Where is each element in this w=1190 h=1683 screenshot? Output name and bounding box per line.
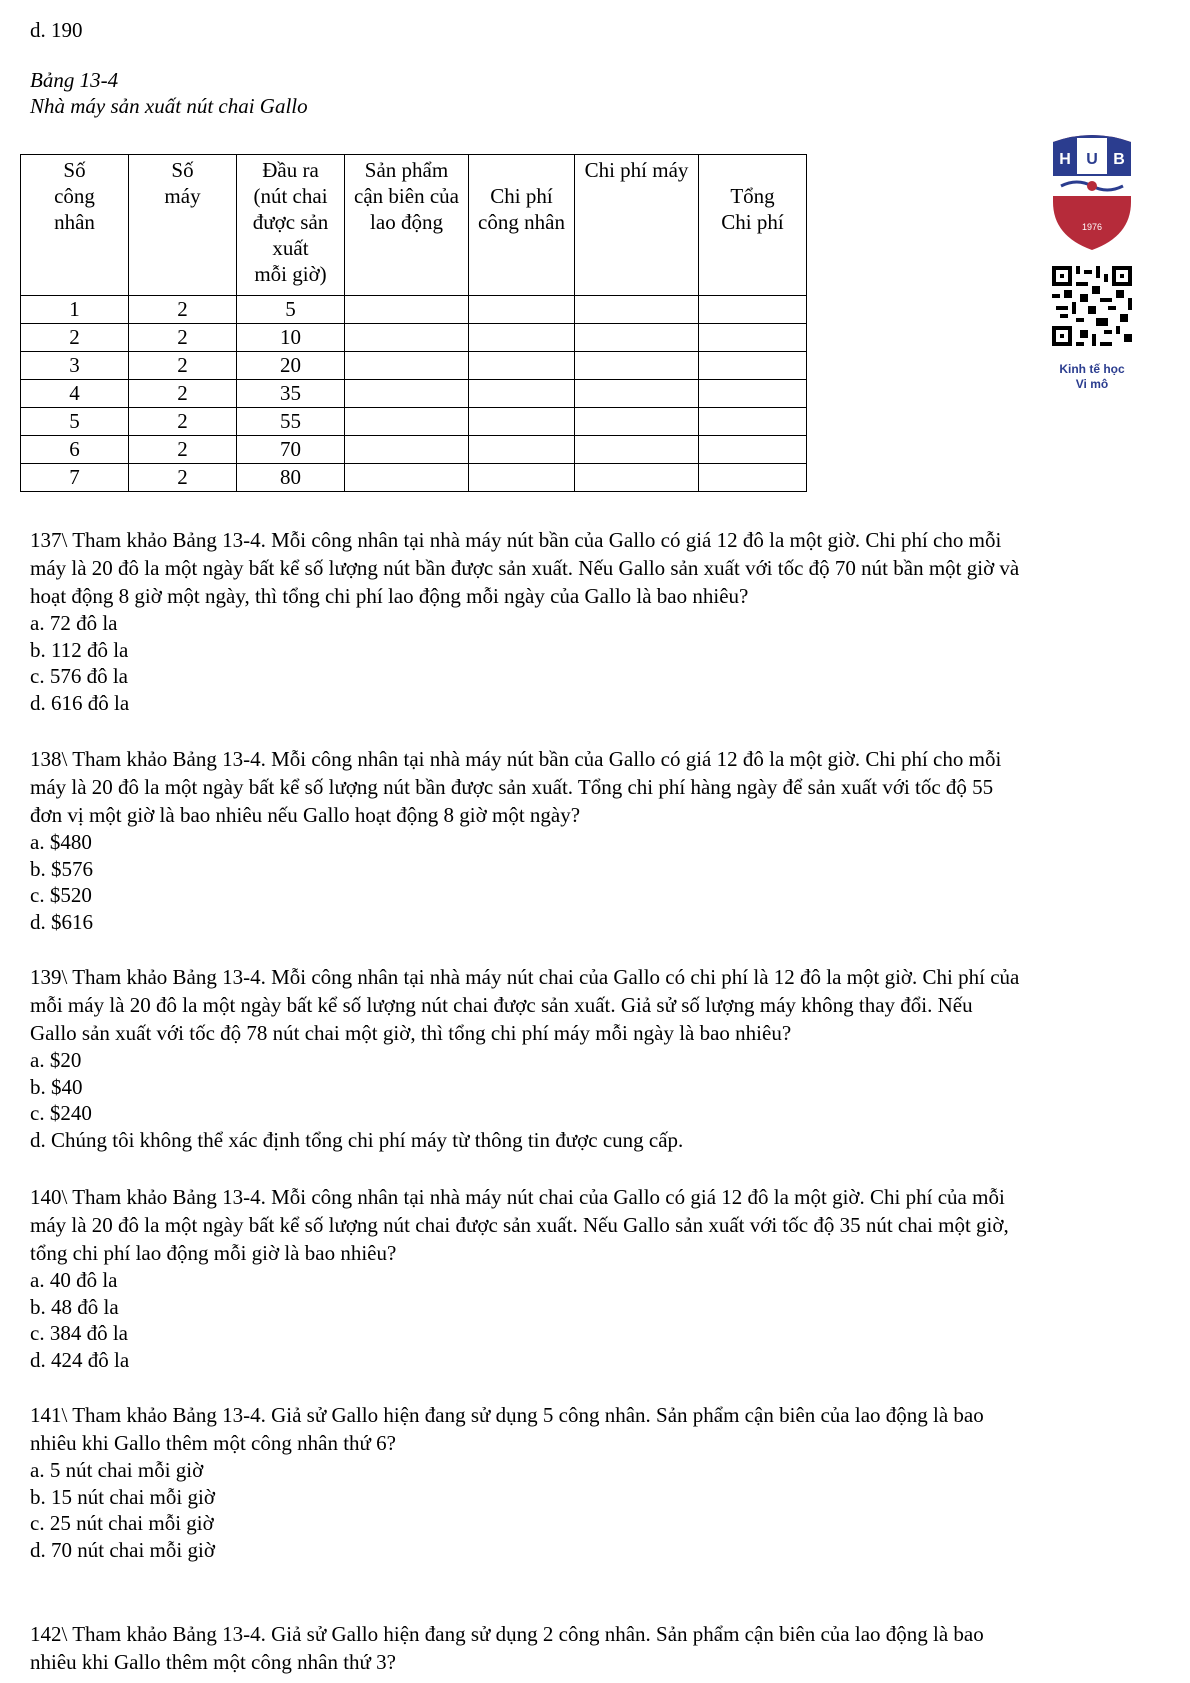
table-row bbox=[21, 380, 807, 408]
table-cell: 10 bbox=[237, 324, 345, 352]
answer-option[interactable]: d. 70 nút chai mỗi giờ bbox=[30, 1537, 215, 1562]
answer-option[interactable]: a. 5 nút chai mỗi giờ bbox=[30, 1458, 204, 1482]
table-cell bbox=[699, 324, 807, 352]
question-block bbox=[30, 745, 1180, 935]
answer-option[interactable]: a. $20 bbox=[30, 1048, 82, 1072]
question-block bbox=[30, 1183, 1180, 1373]
table-cell: 2 bbox=[129, 296, 237, 324]
table-cell bbox=[345, 464, 469, 492]
table-cell: 5 bbox=[21, 408, 129, 436]
logo-letter-u: U bbox=[1086, 151, 1098, 168]
answer-option[interactable]: a. 40 đô la bbox=[30, 1268, 118, 1292]
table-title: Bảng 13-4 bbox=[30, 68, 119, 92]
table-cell bbox=[699, 408, 807, 436]
qr-code-icon bbox=[1052, 266, 1132, 346]
question-block bbox=[30, 1620, 1180, 1676]
question-text-line: đơn vị một giờ là bao nhiêu nếu Gallo hoạt động 8 giờ một ngày? bbox=[30, 803, 581, 827]
table-cell bbox=[575, 464, 699, 492]
table-cell bbox=[699, 296, 807, 324]
answer-option[interactable]: b. 15 nút chai mỗi giờ bbox=[30, 1484, 215, 1509]
answer-option[interactable]: b. $40 bbox=[30, 1074, 83, 1099]
table-cell: 80 bbox=[237, 464, 345, 492]
logo-year: 1976 bbox=[1081, 222, 1103, 232]
logo-caption-subject: Kinh tế học bbox=[1059, 362, 1125, 376]
question-text-line: 137\ Tham khảo Bảng 13-4. Mỗi công nhân tại nhà máy nút bần của Gallo có giá 12 đô la một giờ. Chi phí cho mỗi bbox=[30, 528, 1002, 552]
answer-option[interactable]: d. Chúng tôi không thể xác định tổng chi phí máy từ thông tin được cung cấp. bbox=[30, 1127, 684, 1152]
question-block bbox=[30, 526, 1180, 716]
question-text-line: mỗi máy là 20 đô la một ngày bất kể số lượng nút chai được sản xuất. Giả sử số lượng máy không thay đổi. Nếu bbox=[30, 993, 973, 1017]
table-cell: 2 bbox=[129, 352, 237, 380]
table-cell: 35 bbox=[237, 380, 345, 408]
table-cell: 3 bbox=[21, 352, 129, 380]
answer-option[interactable]: c. $520 bbox=[30, 883, 92, 907]
table-cell bbox=[699, 380, 807, 408]
previous-answer-option: d. 190 bbox=[30, 18, 83, 42]
answer-option[interactable]: c. 25 nút chai mỗi giờ bbox=[30, 1511, 214, 1535]
table-cell bbox=[469, 380, 575, 408]
table-cell bbox=[469, 408, 575, 436]
question-text-line: Gallo sản xuất với tốc độ 78 nút chai một giờ, thì tổng chi phí máy mỗi ngày là bao nhiêu? bbox=[30, 1021, 792, 1045]
answer-option[interactable]: b. 112 đô la bbox=[30, 637, 129, 662]
table-row bbox=[21, 324, 807, 352]
answer-option[interactable]: a. 72 đô la bbox=[30, 611, 118, 635]
table-cell bbox=[469, 296, 575, 324]
question-text-line: nhiêu khi Gallo thêm một công nhân thứ 3? bbox=[30, 1650, 396, 1674]
table-header-row bbox=[21, 155, 807, 296]
table-cell bbox=[345, 324, 469, 352]
table-cell: 55 bbox=[237, 408, 345, 436]
table-cell bbox=[345, 436, 469, 464]
question-text-line: 139\ Tham khảo Bảng 13-4. Mỗi công nhân tại nhà máy nút chai của Gallo có chi phí là 12 đô la một giờ. Chi phí của bbox=[30, 965, 1020, 989]
table-cell: 2 bbox=[129, 324, 237, 352]
table-cell: 6 bbox=[21, 436, 129, 464]
header-worker-cost: Chi phí công nhân bbox=[469, 155, 575, 296]
logo-letter-b: B bbox=[1113, 151, 1125, 168]
table-cell bbox=[575, 436, 699, 464]
table-cell: 2 bbox=[129, 464, 237, 492]
question-text-line: 140\ Tham khảo Bảng 13-4. Mỗi công nhân tại nhà máy nút chai của Gallo có giá 12 đô la một giờ. Chi phí của mỗi bbox=[30, 1185, 1005, 1209]
table-cell bbox=[575, 408, 699, 436]
table-cell: 20 bbox=[237, 352, 345, 380]
table-cell: 2 bbox=[129, 380, 237, 408]
hub-logo bbox=[1047, 132, 1137, 252]
table-cell bbox=[345, 352, 469, 380]
question-text-line: hoạt động 8 giờ một ngày, thì tổng chi phí lao động mỗi ngày của Gallo là bao nhiêu? bbox=[30, 584, 749, 608]
logo-caption-course: Vi mô bbox=[1075, 377, 1109, 391]
table-row bbox=[21, 464, 807, 492]
answer-option[interactable]: c. 384 đô la bbox=[30, 1321, 128, 1345]
answer-option[interactable]: d. $616 bbox=[30, 909, 93, 934]
gallo-cost-table bbox=[20, 154, 807, 492]
table-cell: 1 bbox=[21, 296, 129, 324]
table-cell: 5 bbox=[237, 296, 345, 324]
table-cell bbox=[699, 464, 807, 492]
question-text-line: máy là 20 đô la một ngày bất kể số lượng nút bần được sản xuất. Tổng chi phí hàng ngày để sản xuất với tốc độ 55 bbox=[30, 775, 994, 799]
answer-option[interactable]: c. $240 bbox=[30, 1101, 92, 1125]
table-cell bbox=[699, 436, 807, 464]
question-text-line: 142\ Tham khảo Bảng 13-4. Giả sử Gallo hiện đang sử dụng 2 công nhân. Sản phẩm cận biên của lao động là bao bbox=[30, 1622, 984, 1646]
question-block bbox=[30, 963, 1180, 1153]
header-workers: Số công nhân bbox=[21, 155, 129, 296]
answer-option[interactable]: b. $576 bbox=[30, 856, 93, 881]
table-row bbox=[21, 352, 807, 380]
table-row bbox=[21, 296, 807, 324]
header-marginal-product: Sản phẩm cận biên của lao động bbox=[345, 155, 469, 296]
table-cell bbox=[575, 324, 699, 352]
logo-letter-h: H bbox=[1059, 151, 1071, 168]
question-text-line: 141\ Tham khảo Bảng 13-4. Giả sử Gallo hiện đang sử dụng 5 công nhân. Sản phẩm cận biên của lao động là bao bbox=[30, 1403, 984, 1427]
table-cell bbox=[345, 296, 469, 324]
table-cell: 2 bbox=[21, 324, 129, 352]
table-row bbox=[21, 408, 807, 436]
question-text-line: máy là 20 đô la một ngày bất kể số lượng nút chai được sản xuất. Nếu Gallo sản xuất với tốc độ 35 nút chai một giờ, bbox=[30, 1213, 1009, 1237]
table-cell bbox=[575, 296, 699, 324]
table-cell: 2 bbox=[129, 436, 237, 464]
table-cell bbox=[469, 464, 575, 492]
answer-option[interactable]: b. 48 đô la bbox=[30, 1294, 119, 1319]
question-text-line: nhiêu khi Gallo thêm một công nhân thứ 6? bbox=[30, 1431, 396, 1455]
header-machines: Số máy bbox=[129, 155, 237, 296]
table-cell: 70 bbox=[237, 436, 345, 464]
header-output: Đầu ra (nút chai được sản xuất mỗi giờ) bbox=[237, 155, 345, 296]
table-cell bbox=[345, 380, 469, 408]
table-cell bbox=[575, 380, 699, 408]
table-subtitle: Nhà máy sản xuất nút chai Gallo bbox=[30, 94, 308, 118]
table-row bbox=[21, 436, 807, 464]
table-cell: 7 bbox=[21, 464, 129, 492]
table-cell bbox=[469, 436, 575, 464]
header-total-cost: Tổng Chi phí bbox=[699, 155, 807, 296]
table-cell bbox=[469, 352, 575, 380]
answer-option[interactable]: d. 616 đô la bbox=[30, 690, 130, 715]
question-text-line: tổng chi phí lao động mỗi giờ là bao nhiêu? bbox=[30, 1241, 397, 1265]
question-block bbox=[30, 1401, 1180, 1563]
table-cell: 4 bbox=[21, 380, 129, 408]
header-machine-cost: Chi phí máy bbox=[575, 155, 699, 296]
table-cell bbox=[345, 408, 469, 436]
table-cell bbox=[575, 352, 699, 380]
table-cell bbox=[469, 324, 575, 352]
table-cell: 2 bbox=[129, 408, 237, 436]
question-text-line: máy là 20 đô la một ngày bất kể số lượng nút bần được sản xuất. Nếu Gallo sản xuất với tốc độ 70 nút bần một giờ và bbox=[30, 556, 1020, 580]
table-cell bbox=[699, 352, 807, 380]
answer-option[interactable]: c. 576 đô la bbox=[30, 664, 128, 688]
question-text-line: 138\ Tham khảo Bảng 13-4. Mỗi công nhân tại nhà máy nút bần của Gallo có giá 12 đô la một giờ. Chi phí cho mỗi bbox=[30, 747, 1002, 771]
answer-option[interactable]: d. 424 đô la bbox=[30, 1347, 130, 1372]
answer-option[interactable]: a. $480 bbox=[30, 830, 92, 854]
